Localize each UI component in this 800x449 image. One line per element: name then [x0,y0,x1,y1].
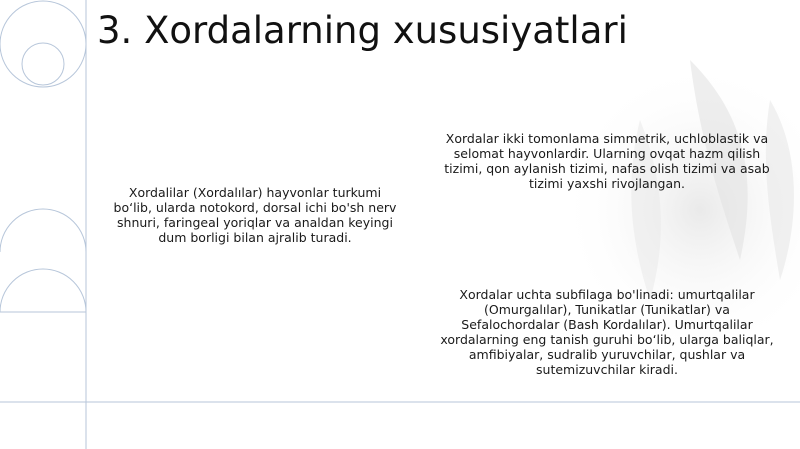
accent-circle-small [22,43,64,85]
paragraph-body-systems: Xordalar ikki tomonlama simmetrik, uchloblastik va selomat hayvonlardir. Ularning ovqat hazm qilish tizimi, qon aylanish tizimi, nafas olish tizimi va asab tizimi yaxshi rivojlangan. [444,131,770,191]
paragraph-definition: Xordalilar (Xordalılar) hayvonlar turkumi bo‘lib, ularda notokord, dorsal ichi bo'sh nerv shnuri, faringeal yoriqlar va analdan keyingi dum borligi bilan ajralib turadi. [113,185,397,245]
slide-title: 3. Xordalarning xususiyatlari [97,9,628,52]
paragraph-subphyla: Xordalar uchta subfilaga bo'linadi: umurtqalilar (Omurgalılar), Tunikatlar (Tunikatlar) va Sefalochordalar (Bash Kordalılar). Umurtqalilar xordalarning eng tanish guruhi bo‘lib, ularga baliqlar, amfibiyalar, sudralib yuruvchilar, qushlar va sutemizuvchilar kiradi. [440,287,774,377]
accent-arch-upper [0,209,86,252]
accent-arch-lower [0,269,86,312]
accent-circle-large [0,1,86,87]
